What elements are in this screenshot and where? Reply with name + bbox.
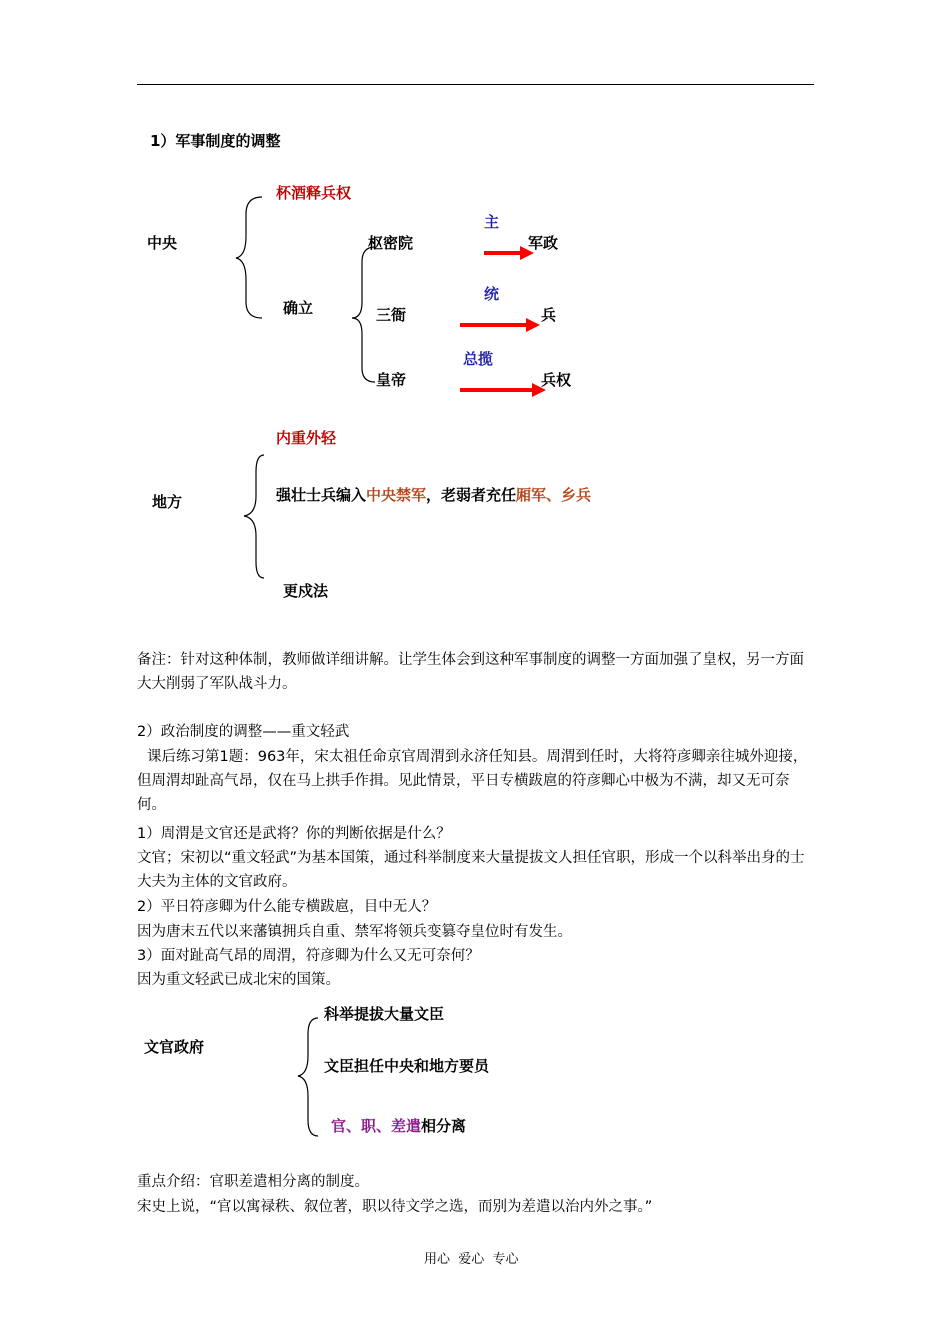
central-top-label: 杯酒释兵权 [276, 184, 352, 202]
central-label: 中央 [147, 234, 178, 252]
gov-item2: 文臣担任中央和地方要员 [324, 1057, 490, 1075]
arrow1-head [520, 246, 534, 260]
gov-label: 文官政府 [144, 1038, 205, 1056]
row3-left: 皇帝 [376, 371, 407, 389]
answer-1: 文官；宋初以“重文轻武”为基本国策，通过科举制度来大量提拔文人担任官职，形成一个以科举出身的士大夫为主体的文官政府。 [137, 850, 805, 890]
question-1: 1）周渭是文官还是武将？你的判断依据是什么？ [137, 826, 451, 842]
key-intro: 重点介绍：官职差遣相分离的制度。 [137, 1174, 369, 1190]
central-brace [236, 197, 262, 318]
arrow3-head [532, 383, 546, 397]
local-brace [244, 455, 264, 578]
local-line-highlight1: 中央禁军 [366, 486, 427, 504]
row1-right: 军政 [528, 234, 559, 252]
row1-verb: 主 [484, 213, 500, 231]
arrow3-shaft [460, 388, 534, 392]
local-line-mid: ，老弱者充任 [426, 486, 517, 504]
answer-2: 因为唐末五代以来藩镇拥兵自重、禁军将领兵变篡夺皇位时有发生。 [137, 924, 572, 940]
history-quote: 宋史上说，“官以寓禄秩、叙位著，职以待文学之选，而别为差遣以治内外之事。” [137, 1199, 653, 1215]
question-2: 2）平日符彦卿为什么能专横跋扈，目中无人？ [137, 899, 437, 915]
gov-brace [298, 1018, 318, 1136]
row2-right: 兵 [541, 306, 557, 324]
section1-heading: 1）军事制度的调整 [150, 132, 281, 150]
gov-item3 [331, 1115, 466, 1136]
row2-verb: 统 [484, 285, 500, 303]
section1-note: 备注：针对这种体制，教师做详细讲解。让学生体会到这种军事制度的调整一方面加强了皇权，另一方面大大削弱了军队战斗力。 [137, 652, 804, 692]
page-footer: 用心 爱心 专心 [424, 1252, 519, 1267]
establish-label: 确立 [283, 299, 314, 317]
row2-left: 三衙 [376, 306, 407, 324]
answer-3: 因为重文轻武已成北宋的国策。 [137, 972, 340, 988]
section2-heading: 2）政治制度的调整——重文轻武 [137, 724, 350, 740]
row3-verb: 总揽 [463, 350, 494, 368]
exercise-text: 课后练习第1题：963年，宋太祖任命京官周渭到永济任知县。周渭到任时，大将符彦卿亲往城外迎接，但周渭却趾高气昂，仅在马上拱手作揖。见此情景，平日专横跋扈的符彦卿心中极为不满，却又无可奈何。 [137, 749, 808, 813]
arrows [460, 246, 546, 397]
local-top-label: 内重外轻 [276, 429, 337, 447]
local-line-highlight2: 厢军、乡兵 [516, 486, 592, 504]
row3-right: 兵权 [541, 371, 572, 389]
question-3: 3）面对趾高气昂的周渭，符彦卿为什么又无可奈何？ [137, 948, 480, 964]
row1-left: 枢密院 [368, 234, 414, 252]
gov-item3-rest: 相分离 [421, 1117, 467, 1135]
gov-item1: 科举提拔大量文臣 [324, 1005, 445, 1023]
arrow1-shaft [484, 251, 522, 255]
local-bottom: 更戍法 [283, 582, 329, 600]
local-line-prefix: 强壮士兵编入 [276, 486, 367, 504]
local-label: 地方 [152, 493, 183, 511]
arrow2-shaft [460, 323, 528, 327]
arrow2-head [526, 318, 540, 332]
sub-brace [352, 247, 375, 382]
gov-item3-highlight: 官、职、差遣 [331, 1117, 422, 1135]
